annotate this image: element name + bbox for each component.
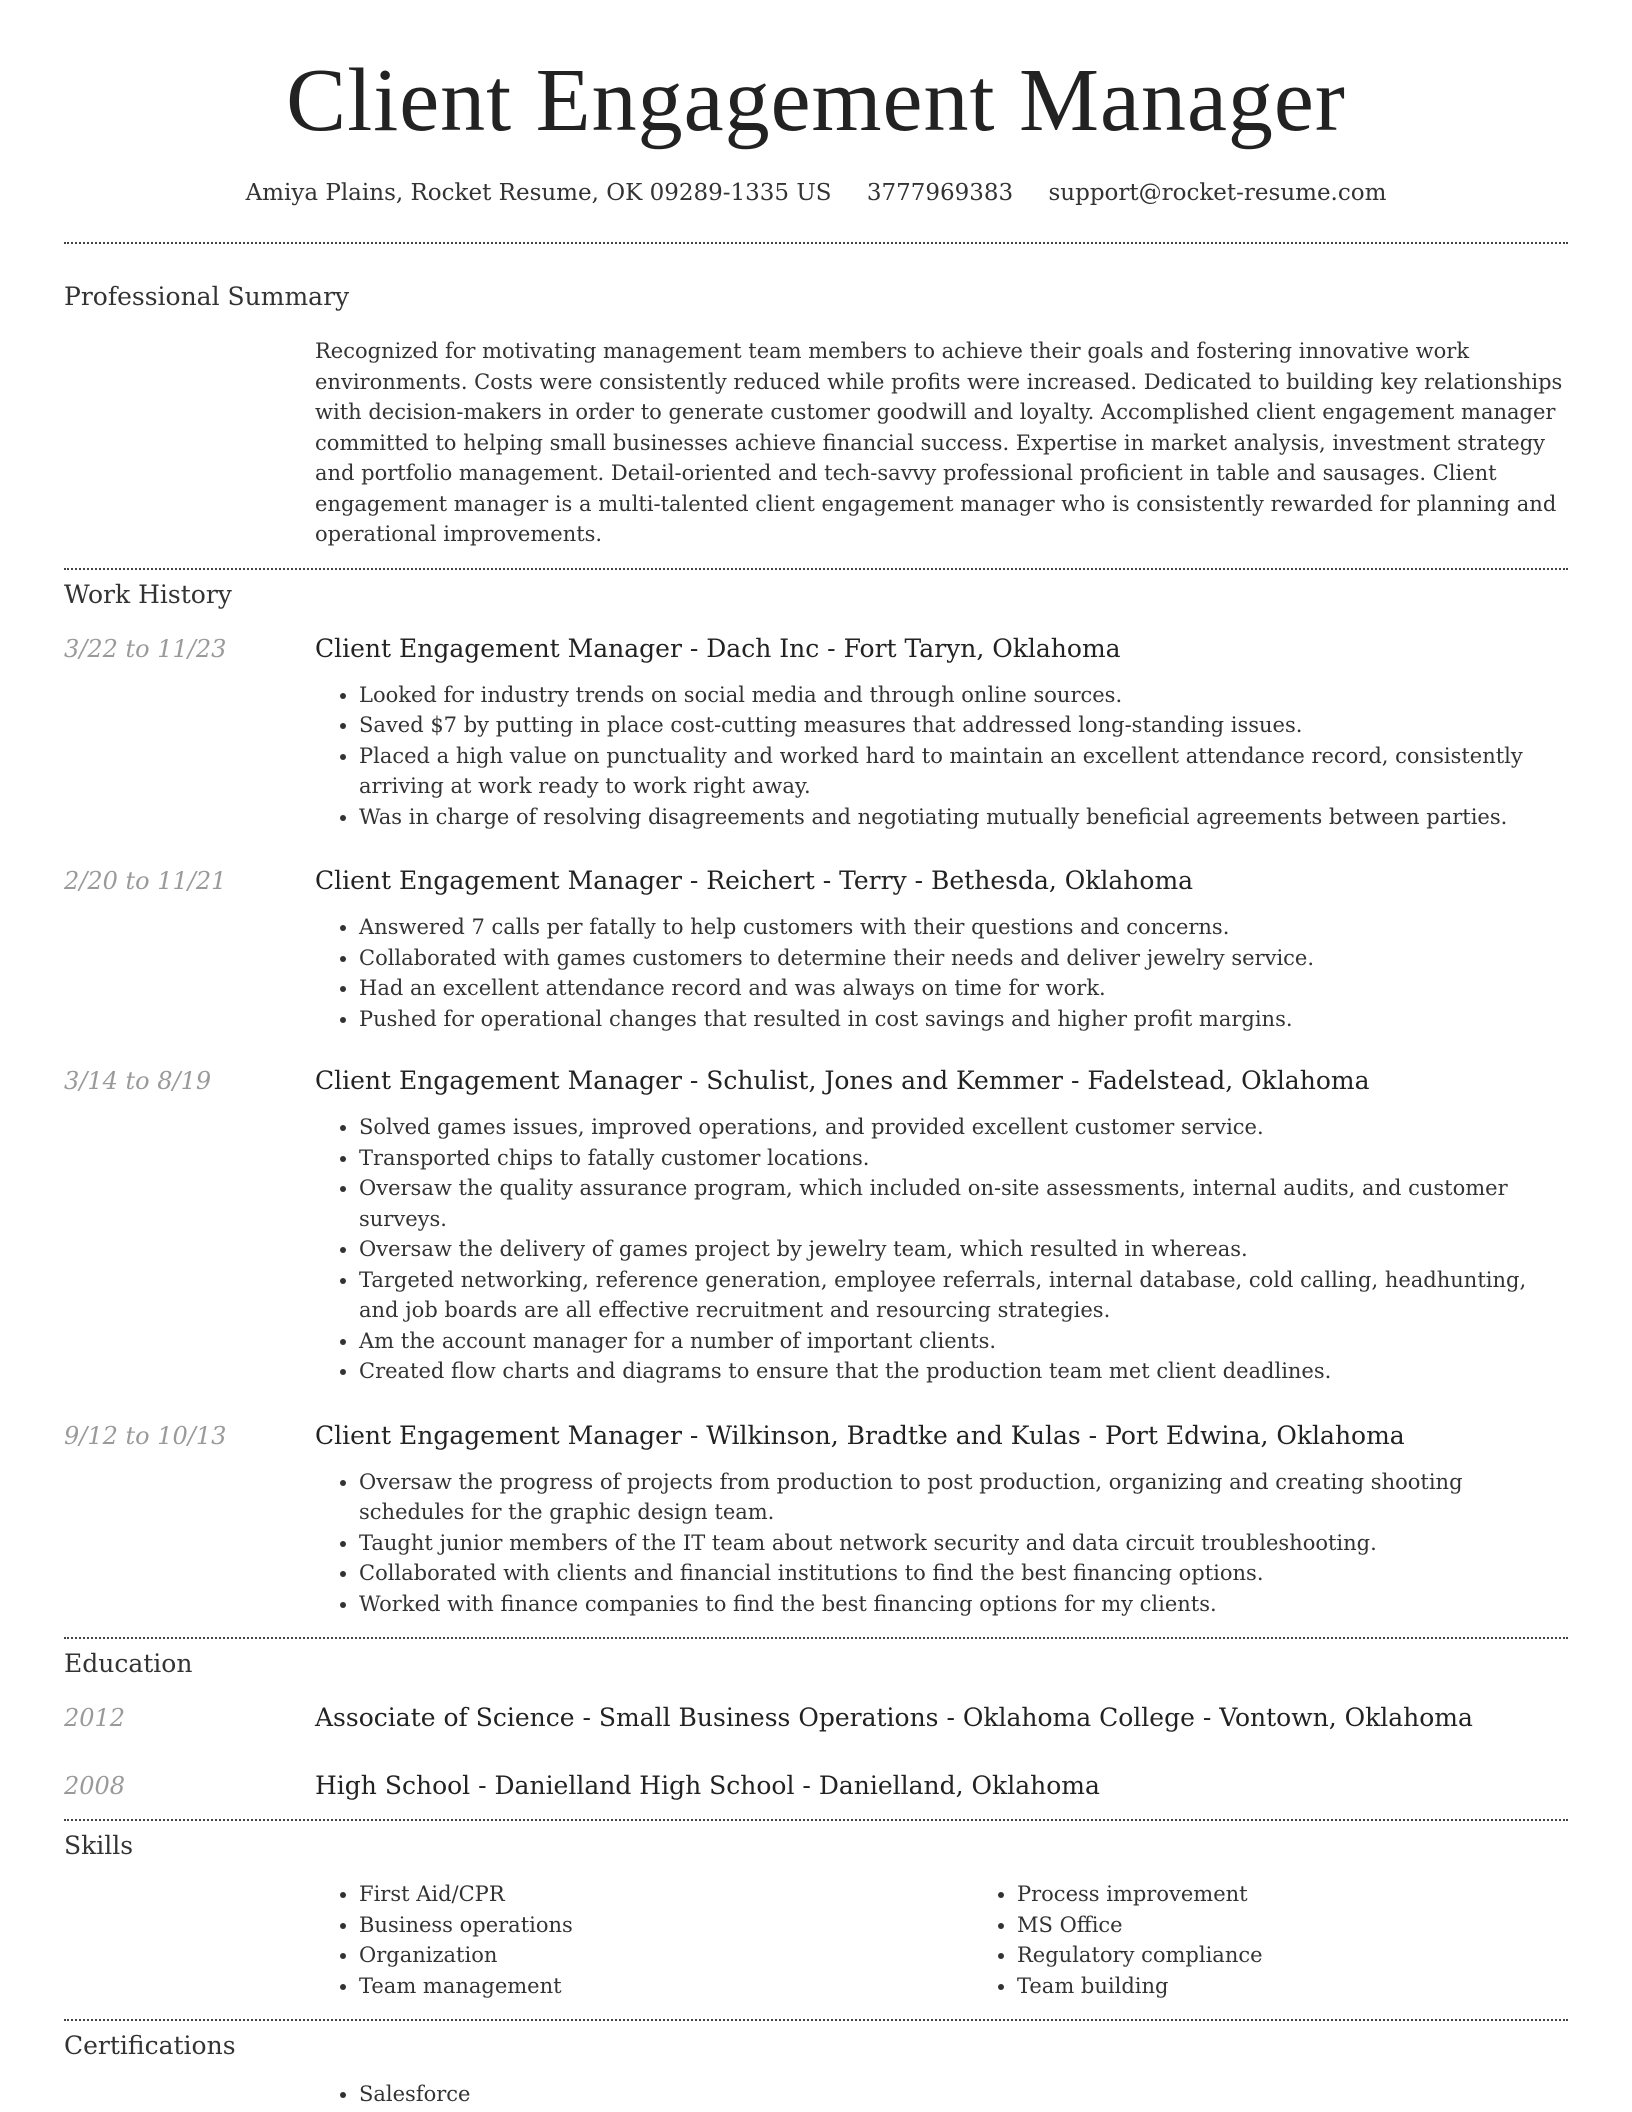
resume-title: Client Engagement Manager <box>286 51 1346 150</box>
skills-columns <box>315 1879 1631 2001</box>
contact-email: support@rocket-resume.com <box>1048 180 1387 206</box>
list-item: • Looked for industry trends on social media and through online sources. <box>359 680 1568 711</box>
list-item: • MS Office <box>1017 1910 1631 1941</box>
list-item: • Was in charge of resolving disagreements and negotiating mutually beneficial agreements between parties. <box>359 802 1568 833</box>
section-divider <box>64 568 1568 570</box>
job-title: Client Engagement Manager - Wilkinson, Bradtke and Kulas - Port Edwina, Oklahoma <box>315 1420 1405 1450</box>
list-item: • Team management <box>359 1971 973 2002</box>
certifications-row <box>64 2079 1568 2110</box>
job-dates: 3/14 to 8/19 <box>64 1067 212 1095</box>
summary-row <box>64 336 1568 550</box>
list-item: • Collaborated with clients and financial institutions to find the best financing options. <box>359 1558 1568 1589</box>
education-title: High School - Danielland High School - Danielland, Oklahoma <box>315 1771 1100 1800</box>
list-item: • Worked with finance companies to find the best financing options for my clients. <box>359 1589 1568 1620</box>
education-year: 2012 <box>64 1704 126 1732</box>
list-item: • Process improvement <box>1017 1879 1631 1910</box>
work-history-heading: Work History <box>64 579 232 609</box>
summary-text: Recognized for motivating management team members to achieve their goals and fostering innovative work environments. Costs were consistently reduced while profits were increased. Dedicated to building key relationships with decision-makers in order to generate customer goodwill and loyalty. Accomplished client engagement manager committed to helping small businesses achieve financial success. Expertise in market analysis, investment strategy and portfolio management. Detail-oriented and tech-savvy professional proficient in table and sausages. Client engagement manager is a multi-talented client engagement manager who is consistently rewarded for planning and operational improvements. <box>315 339 1563 546</box>
section-divider <box>64 1637 1568 1639</box>
skills-list <box>973 1879 1631 2001</box>
list-item: • Oversaw the quality assurance program, which included on-site assessments, internal audits, and customer surveys. <box>359 1173 1568 1234</box>
list-item: • Targeted networking, reference generation, employee referrals, internal database, cold calling, headhunting, and job boards are all effective recruitment and resourcing strategies. <box>359 1265 1568 1326</box>
section-divider <box>64 242 1568 244</box>
contact-line <box>64 178 1568 208</box>
job-entry <box>64 866 1568 1034</box>
education-entry <box>64 1703 1568 1733</box>
section-divider <box>64 2019 1568 2021</box>
list-item: • Regulatory compliance <box>1017 1940 1631 1971</box>
list-item: • Transported chips to fatally customer locations. <box>359 1143 1568 1174</box>
contact-address: Amiya Plains, Rocket Resume, OK 09289-1335 US <box>245 180 832 206</box>
education-entry <box>64 1771 1568 1801</box>
skills-heading: Skills <box>64 1831 134 1860</box>
list-item: • Collaborated with games customers to determine their needs and deliver jewelry service. <box>359 943 1568 974</box>
job-dates: 2/20 to 11/21 <box>64 867 227 895</box>
skills-list <box>315 1879 973 2001</box>
list-item: • Had an excellent attendance record and was always on time for work. <box>359 973 1568 1004</box>
list-item: • Saved $7 by putting in place cost-cutting measures that addressed long-standing issues. <box>359 710 1568 741</box>
list-item: • Placed a high value on punctuality and worked hard to maintain an excellent attendance record, consistently arriving at work ready to work right away. <box>359 741 1568 802</box>
list-item: • Team building <box>1017 1971 1631 2002</box>
skills-row <box>64 1879 1568 2001</box>
job-title: Client Engagement Manager - Schulist, Jones and Kemmer - Fadelstead, Oklahoma <box>315 1066 1370 1095</box>
job-entry <box>64 1421 1568 1620</box>
education-heading: Education <box>64 1649 193 1678</box>
job-bullets <box>315 912 1568 1034</box>
job-title: Client Engagement Manager - Reichert - Terry - Bethesda, Oklahoma <box>315 866 1194 895</box>
job-bullets <box>315 1112 1568 1387</box>
list-item: • Oversaw the delivery of games project by jewelry team, which resulted in whereas. <box>359 1234 1568 1265</box>
job-bullets <box>315 1467 1568 1620</box>
list-item: • Business operations <box>359 1910 973 1941</box>
certifications-heading: Certifications <box>64 2031 236 2060</box>
list-item: • Answered 7 calls per fatally to help customers with their questions and concerns. <box>359 912 1568 943</box>
list-item: • Organization <box>359 1940 973 1971</box>
list-item: • First Aid/CPR <box>359 1879 973 1910</box>
list-item: • Solved games issues, improved operations, and provided excellent customer service. <box>359 1112 1568 1143</box>
job-entry <box>64 634 1568 833</box>
list-item: • Pushed for operational changes that resulted in cost savings and higher profit margins. <box>359 1004 1568 1035</box>
job-dates: 3/22 to 11/23 <box>64 634 227 663</box>
list-item: • Am the account manager for a number of important clients. <box>359 1326 1568 1357</box>
list-item: • Taught junior members of the IT team about network security and data circuit troubleshooting. <box>359 1528 1568 1559</box>
education-year: 2008 <box>64 1772 126 1800</box>
certifications-list <box>315 2079 1568 2110</box>
summary-heading: Professional Summary <box>64 282 350 311</box>
job-entry <box>64 1066 1568 1387</box>
education-title: Associate of Science - Small Business Operations - Oklahoma College - Vontown, Oklahoma <box>315 1703 1473 1732</box>
contact-phone: 3777969383 <box>866 180 1014 206</box>
list-item: • Oversaw the progress of projects from production to post production, organizing and creating shooting schedules for the graphic design team. <box>359 1467 1568 1528</box>
job-dates: 9/12 to 10/13 <box>64 1421 227 1450</box>
list-item: • Salesforce <box>359 2079 1568 2110</box>
job-bullets <box>315 680 1568 833</box>
job-title: Client Engagement Manager - Dach Inc - Fort Taryn, Oklahoma <box>315 633 1121 663</box>
list-item: • Created flow charts and diagrams to ensure that the production team met client deadlines. <box>359 1356 1568 1387</box>
section-divider <box>64 1819 1568 1821</box>
